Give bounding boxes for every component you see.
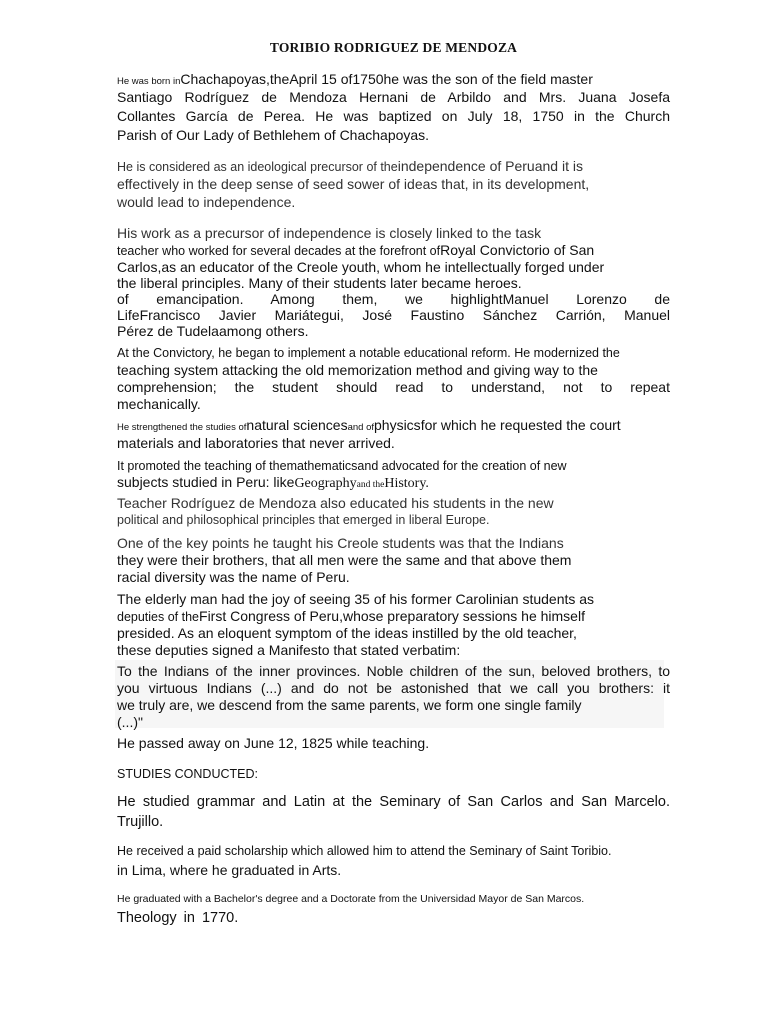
natural-sciences-text: natural sciences [246,417,348,433]
work-line-3: Carlos,as an educator of the Creole youth, whom he intellectually forged under [117,259,605,275]
indians-line-1: One of the key points he taught his Creole students was that the Indians [117,535,564,551]
physics-text: physics [374,417,421,433]
precursor-line-2: effectively in the deep sense of seed sower of ideas that, in its development, [117,176,590,192]
reform-line-2: teaching system attacking the old memorization method and giving way to the [117,362,598,378]
grammar-line-2: Trujillo. [117,814,164,830]
paragraph-principles [117,494,670,528]
mathematics-text: mathematics [286,459,358,473]
birth-line-4: Parish of Our Lady of Bethlehem of Chachapoyas. [117,127,430,143]
sciences-intro-text: He strengthened the studies of [117,422,247,433]
congress-line-1: The elderly man had the joy of seeing 35 of his former Carolinian students as [117,591,595,607]
math-advocated-text: and advocated for the creation of new [357,459,567,473]
first-congress-text: First Congress of Peru,whose preparatory sessions he himself [199,608,585,624]
study-degree [117,890,670,928]
birth-line-2: Santiago Rodríguez de Mendoza Hernani de Arbildo and Mrs. Juana Josefa [117,89,670,105]
paragraph-indians [117,534,670,585]
scholarship-line-2: in Lima, where he graduated in Arts. [117,862,342,878]
study-grammar [117,793,670,833]
principles-line-1: Teacher Rodríguez de Mendoza also educated his students in the new [117,495,554,511]
birth-line-3: Collantes García de Perea. He was baptized on July 18, 1750 in the Church [117,108,670,124]
manifesto-quote [117,662,670,730]
reform-line-1: At the Convictory, he began to implement a notable educational reform. He modernized the [117,346,620,360]
precursor-intro-text: He is considered as an ideological precursor of the [117,160,398,174]
indians-line-3: racial diversity was the name of Peru. [117,569,350,585]
work-line-5: of emancipation. Among them, we highlightManuel Lorenzo de [117,291,670,307]
principles-line-2: political and philosophical principles that emerged in liberal Europe. [117,513,490,527]
sciences-line-2: materials and laboratories that never arrived. [117,435,395,451]
work-line-1: His work as a precursor of independence is closely linked to the task [117,225,542,241]
precursor-line-3: would lead to independence. [117,194,296,210]
page-title: TORIBIO RODRIGUEZ DE MENDOZA [269,40,518,55]
scholarship-line-1: He received a paid scholarship which allowed him to attend the Seminary of Saint Toribio. [117,844,612,858]
indians-line-2: they were their brothers, that all men were the same and that above them [117,552,572,568]
studies-heading-text: STUDIES CONDUCTED: [117,767,258,781]
quote-line-2: you virtuous Indians (...) and do not be astonished that we call you brothers: it [117,680,670,696]
and-of-text: and of [347,422,374,433]
quote-line-1: To the Indians of the inner provinces. Noble children of the sun, beloved brothers, to [117,663,670,679]
birth-text: Chachapoyas,theApril 15 of1750he was the son of the field master [180,71,593,87]
paragraph-sciences [117,416,670,452]
work-line-6: LifeFrancisco Javier Mariátegui, José Faustino Sánchez Carrión, Manuel [117,307,670,323]
paragraph-reform [117,344,670,412]
paragraph-birth [117,70,670,144]
paragraph-death [117,734,670,752]
quote-line-3: we truly are, we descend from the same parents, we form one single family [117,697,582,713]
paragraph-mathematics [117,456,670,490]
grammar-line-1: He studied grammar and Latin at the Seminary of San Carlos and San Marcelo. [117,794,670,810]
quote-line-4: (...)" [117,714,143,730]
independence-text: independence of Peruand it is [397,158,583,174]
degree-line-2: Theology in 1770. [117,910,239,926]
paragraph-congress [117,590,670,658]
work-line-4: the liberal principles. Many of their students later became heroes. [117,275,522,291]
math-intro-text: It promoted the teaching of the [117,459,287,473]
reform-line-4: mechanically. [117,396,201,412]
study-scholarship [117,842,670,880]
work-line-2a: teacher who worked for several decades at the forefront of [117,244,441,258]
history-text: History. [384,476,429,491]
work-line-7: Pérez de Tudelaamong others. [117,323,309,339]
deputies-text: deputies of the [117,610,200,624]
court-text: for which he requested the court [420,417,621,433]
studies-heading [117,765,670,783]
congress-line-4: these deputies signed a Manifesto that stated verbatim: [117,642,461,658]
reform-line-3: comprehension; the student should read to understand, not to repeat [117,379,670,395]
paragraph-precursor [117,157,670,211]
subjects-text: subjects studied in Peru: like [117,474,295,490]
death-line: He passed away on June 12, 1825 while teaching. [117,735,430,751]
birth-intro-text: He was born in [117,76,181,87]
congress-line-3: presided. As an eloquent symptom of the ideas instilled by the old teacher, [117,625,577,641]
geography-text: Geography [294,476,357,491]
royal-convictorio-text: Royal Convictorio of San [440,242,595,258]
and-the-text: and the [356,480,385,490]
paragraph-work [117,224,670,338]
degree-line-1: He graduated with a Bachelor's degree and a Doctorate from the Universidad Mayor de San Marcos. [117,893,585,905]
